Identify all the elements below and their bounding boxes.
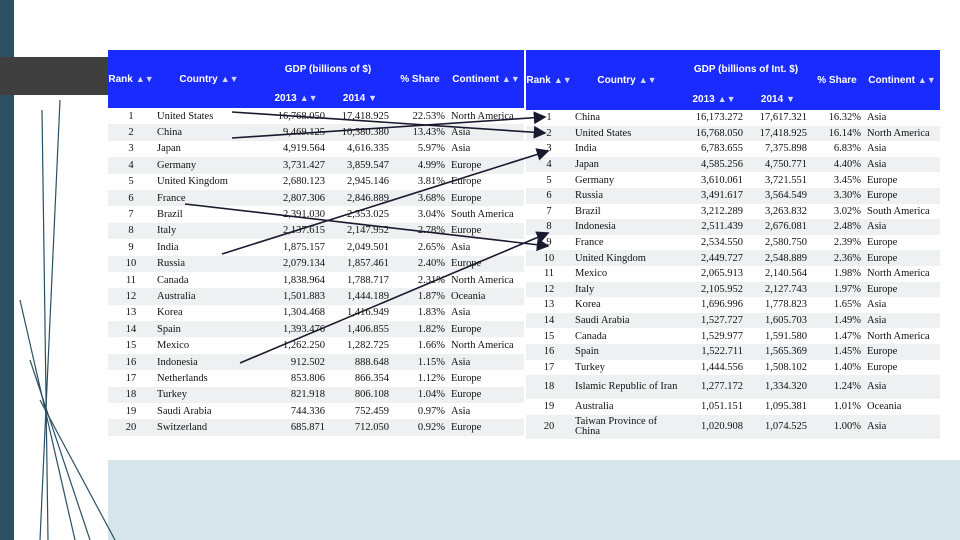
rank-cell: 19 bbox=[125, 405, 137, 417]
gdp-2013-cell: 3,212.289 bbox=[701, 205, 743, 217]
table-row bbox=[108, 174, 524, 190]
share-cell: 3.30% bbox=[810, 188, 864, 204]
rank-cell: 18 bbox=[526, 375, 572, 399]
gdp-2014-cell: 4,616.335 bbox=[347, 143, 389, 155]
country-cell: United States bbox=[572, 126, 682, 142]
header-gdp: GDP (billions of Int. $) bbox=[682, 50, 810, 88]
rank-cell: 7 bbox=[546, 205, 552, 217]
country-cell: Germany bbox=[575, 174, 615, 186]
share-cell: 16.32% bbox=[828, 112, 861, 124]
country-cell: Canada bbox=[575, 330, 607, 342]
gdp-2014-cell: 1,788.717 bbox=[347, 274, 389, 286]
continent-cell: Europe bbox=[448, 223, 524, 239]
rank-cell: 15 bbox=[125, 340, 137, 352]
continent-cell: South America bbox=[867, 205, 930, 217]
country-cell: Korea bbox=[575, 299, 601, 311]
gdp-2014-cell: 10,380.380 bbox=[328, 124, 392, 140]
rank-cell: 20 bbox=[108, 419, 154, 435]
gdp-2014-cell: 4,750.771 bbox=[746, 157, 810, 173]
table-row bbox=[108, 272, 524, 288]
gdp-2013-cell: 2,105.952 bbox=[682, 282, 746, 298]
share-cell: 3.45% bbox=[833, 174, 861, 186]
country-cell: Korea bbox=[157, 307, 183, 319]
table-row bbox=[108, 288, 524, 304]
country-cell: Germany bbox=[154, 157, 264, 173]
gdp-2014-cell: 2,676.081 bbox=[746, 219, 810, 235]
continent-cell: Asia bbox=[867, 143, 887, 155]
rank-cell: 2 bbox=[108, 124, 154, 140]
gdp-2014-cell: 712.050 bbox=[328, 419, 392, 435]
country-cell: France bbox=[154, 190, 264, 206]
share-cell: 4.99% bbox=[392, 157, 448, 173]
table-row bbox=[108, 190, 524, 206]
table-row bbox=[526, 188, 940, 204]
country-cell: France bbox=[575, 237, 604, 249]
table-row bbox=[526, 415, 940, 439]
rank-cell: 14 bbox=[526, 313, 572, 329]
gdp-2014-cell: 1,406.855 bbox=[328, 321, 392, 337]
country-cell: Brazil bbox=[575, 205, 601, 217]
country-cell: Netherlands bbox=[157, 372, 208, 384]
table-row bbox=[108, 419, 524, 435]
country-cell: Islamic Republic of Iran bbox=[572, 375, 682, 399]
continent-cell: Europe bbox=[864, 282, 940, 298]
country-cell: Spain bbox=[572, 344, 682, 360]
continent-cell: Europe bbox=[451, 372, 482, 384]
table-row bbox=[526, 250, 940, 266]
header-year-2014[interactable]: 2014 ▼ bbox=[328, 88, 392, 108]
continent-cell: North America bbox=[451, 110, 514, 122]
share-cell: 2.65% bbox=[417, 241, 445, 253]
share-cell: 2.31% bbox=[417, 274, 445, 286]
gdp-2014-cell: 17,418.925 bbox=[341, 110, 389, 122]
header-continent[interactable]: Continent ▲▼ bbox=[864, 50, 940, 110]
share-cell: 1.45% bbox=[810, 344, 864, 360]
continent-cell: Oceania bbox=[448, 288, 524, 304]
gdp-2013-cell: 1,838.964 bbox=[283, 274, 325, 286]
country-cell: Indonesia bbox=[154, 354, 264, 370]
table-row bbox=[526, 375, 940, 399]
table-row bbox=[108, 354, 524, 370]
gdp-2013-cell: 1,527.727 bbox=[682, 313, 746, 329]
country-cell: Mexico bbox=[575, 268, 608, 280]
rank-cell: 15 bbox=[543, 330, 555, 342]
gdp-2014-cell: 1,074.525 bbox=[746, 415, 810, 439]
continent-cell: Asia bbox=[864, 415, 940, 439]
country-cell: Taiwan Province of China bbox=[572, 415, 682, 439]
rank-cell: 17 bbox=[125, 372, 137, 384]
gdp-2014-cell: 3,721.551 bbox=[765, 174, 807, 186]
gdp-2013-cell: 1,277.172 bbox=[682, 375, 746, 399]
country-cell: Indonesia bbox=[572, 219, 682, 235]
gdp-2013-cell: 2,680.123 bbox=[283, 176, 325, 188]
table-row bbox=[526, 110, 940, 126]
share-cell: 1.97% bbox=[810, 282, 864, 298]
rank-cell: 11 bbox=[125, 274, 137, 286]
continent-cell: Europe bbox=[448, 157, 524, 173]
share-cell: 22.53% bbox=[412, 110, 445, 122]
share-cell: 1.00% bbox=[810, 415, 864, 439]
gdp-2013-cell: 821.918 bbox=[264, 387, 328, 403]
gdp-2013-cell: 685.871 bbox=[264, 419, 328, 435]
gdp-2013-cell: 744.336 bbox=[290, 405, 325, 417]
continent-cell: Europe bbox=[448, 190, 524, 206]
share-cell: 1.98% bbox=[833, 268, 861, 280]
continent-cell: Asia bbox=[867, 299, 887, 311]
country-cell: Italy bbox=[572, 282, 682, 298]
gdp-2013-cell: 1,529.977 bbox=[701, 330, 743, 342]
header-year-2013[interactable]: 2013 ▲▼ bbox=[682, 88, 746, 110]
gdp-2013-cell: 1,522.711 bbox=[682, 344, 746, 360]
share-cell: 3.68% bbox=[392, 190, 448, 206]
continent-cell: Europe bbox=[864, 250, 940, 266]
continent-cell: North America bbox=[867, 330, 930, 342]
share-cell: 1.47% bbox=[833, 330, 861, 342]
rank-cell: 1 bbox=[546, 112, 552, 124]
table-row bbox=[526, 204, 940, 220]
country-cell: China bbox=[154, 124, 264, 140]
continent-cell: South America bbox=[451, 209, 514, 221]
continent-cell: Asia bbox=[451, 241, 471, 253]
gdp-2014-cell: 2,147.952 bbox=[328, 223, 392, 239]
gdp-2014-cell: 1,095.381 bbox=[765, 401, 807, 413]
continent-cell: Europe bbox=[867, 361, 898, 373]
continent-cell: Europe bbox=[448, 387, 524, 403]
gdp-2013-cell: 3,610.061 bbox=[701, 174, 743, 186]
gdp-2013-cell: 4,585.256 bbox=[682, 157, 746, 173]
share-cell: 4.40% bbox=[810, 157, 864, 173]
rank-cell: 3 bbox=[128, 143, 134, 155]
header-share[interactable]: % Share bbox=[810, 50, 864, 110]
gdp-2013-cell: 1,051.151 bbox=[701, 401, 743, 413]
share-cell: 6.83% bbox=[833, 143, 861, 155]
country-cell: Saudi Arabia bbox=[572, 313, 682, 329]
table-row bbox=[526, 126, 940, 142]
gdp-2014-cell: 3,564.549 bbox=[746, 188, 810, 204]
share-cell: 3.02% bbox=[833, 205, 861, 217]
country-cell: Turkey bbox=[575, 361, 605, 373]
share-cell: 2.40% bbox=[392, 256, 448, 272]
header-gdp: GDP (billions of $) bbox=[264, 50, 392, 88]
table-row bbox=[108, 305, 524, 321]
table-row bbox=[108, 141, 524, 157]
gdp-2013-cell: 2,449.727 bbox=[682, 250, 746, 266]
gdp-2014-cell: 2,846.889 bbox=[328, 190, 392, 206]
gdp-2013-cell: 1,501.883 bbox=[264, 288, 328, 304]
country-cell: Russia bbox=[154, 256, 264, 272]
rank-cell: 4 bbox=[526, 157, 572, 173]
gdp-2014-cell: 7,375.898 bbox=[765, 143, 807, 155]
table-row bbox=[526, 141, 940, 157]
gdp-table-nominal bbox=[108, 50, 524, 436]
table-row bbox=[526, 399, 940, 415]
share-cell: 3.81% bbox=[417, 176, 445, 188]
rank-cell: 4 bbox=[108, 157, 154, 173]
gdp-2013-cell: 4,919.564 bbox=[283, 143, 325, 155]
continent-cell: Asia bbox=[451, 405, 471, 417]
rank-cell: 6 bbox=[108, 190, 154, 206]
gdp-table-ppp bbox=[526, 50, 940, 439]
gdp-2014-cell: 2,353.025 bbox=[347, 209, 389, 221]
share-cell: 1.49% bbox=[810, 313, 864, 329]
rank-cell: 6 bbox=[526, 188, 572, 204]
share-cell: 13.43% bbox=[392, 124, 448, 140]
country-cell: Australia bbox=[575, 401, 614, 413]
rank-cell: 18 bbox=[108, 387, 154, 403]
rank-cell: 10 bbox=[108, 256, 154, 272]
rank-cell: 9 bbox=[546, 237, 552, 249]
table-row bbox=[526, 297, 940, 313]
share-cell: 1.82% bbox=[392, 321, 448, 337]
country-cell: Japan bbox=[157, 143, 181, 155]
continent-cell: North America bbox=[867, 268, 930, 280]
gdp-2014-cell: 2,127.743 bbox=[746, 282, 810, 298]
gdp-2014-cell: 866.354 bbox=[354, 372, 389, 384]
continent-cell: Asia bbox=[448, 124, 524, 140]
header-country[interactable]: Country ▲▼ bbox=[154, 50, 264, 108]
country-cell: China bbox=[575, 112, 601, 124]
continent-cell: Asia bbox=[448, 354, 524, 370]
table-row bbox=[526, 157, 940, 173]
gdp-2013-cell: 6,783.655 bbox=[701, 143, 743, 155]
rank-cell: 1 bbox=[128, 110, 134, 122]
gdp-2013-cell: 2,065.913 bbox=[701, 268, 743, 280]
table-row bbox=[108, 256, 524, 272]
continent-cell: Europe bbox=[867, 174, 898, 186]
table-row bbox=[108, 206, 524, 222]
rank-cell: 3 bbox=[546, 143, 552, 155]
continent-cell: Oceania bbox=[867, 401, 902, 413]
continent-cell: Europe bbox=[448, 321, 524, 337]
country-cell: Spain bbox=[154, 321, 264, 337]
continent-cell: Asia bbox=[451, 307, 471, 319]
table-row bbox=[108, 108, 524, 124]
continent-cell: Europe bbox=[448, 256, 524, 272]
table-row bbox=[526, 360, 940, 376]
gdp-2014-cell: 1,778.823 bbox=[765, 299, 807, 311]
rank-cell: 2 bbox=[526, 126, 572, 142]
country-cell: Japan bbox=[572, 157, 682, 173]
table-row bbox=[526, 235, 940, 251]
gdp-2014-cell: 2,945.146 bbox=[347, 176, 389, 188]
header-rank[interactable]: Rank ▲▼ bbox=[526, 50, 572, 110]
header-share[interactable]: % Share bbox=[392, 50, 448, 108]
gdp-2013-cell: 1,696.996 bbox=[701, 299, 743, 311]
share-cell: 1.83% bbox=[417, 307, 445, 319]
table-row bbox=[526, 313, 940, 329]
gdp-2014-cell: 806.108 bbox=[328, 387, 392, 403]
rank-cell: 19 bbox=[543, 401, 555, 413]
gdp-2014-cell: 17,418.925 bbox=[746, 126, 810, 142]
share-cell: 0.92% bbox=[392, 419, 448, 435]
header-country[interactable]: Country ▲▼ bbox=[572, 50, 682, 110]
gdp-2014-cell: 2,049.501 bbox=[347, 241, 389, 253]
gdp-2014-cell: 1,605.703 bbox=[746, 313, 810, 329]
share-cell: 0.97% bbox=[417, 405, 445, 417]
share-cell: 2.39% bbox=[833, 237, 861, 249]
country-cell: Russia bbox=[572, 188, 682, 204]
continent-cell: Asia bbox=[864, 219, 940, 235]
gdp-2013-cell: 2,079.134 bbox=[264, 256, 328, 272]
country-cell: Switzerland bbox=[154, 419, 264, 435]
rank-cell: 11 bbox=[543, 268, 555, 280]
gdp-2013-cell: 16,173.272 bbox=[695, 112, 743, 124]
gdp-2013-cell: 1,875.157 bbox=[283, 241, 325, 253]
share-cell: 16.14% bbox=[810, 126, 864, 142]
share-cell: 5.97% bbox=[417, 143, 445, 155]
country-cell: Australia bbox=[154, 288, 264, 304]
table-row bbox=[108, 370, 524, 386]
country-cell: Saudi Arabia bbox=[157, 405, 212, 417]
share-cell: 1.04% bbox=[392, 387, 448, 403]
gdp-2013-cell: 2,807.306 bbox=[264, 190, 328, 206]
continent-cell: North America bbox=[451, 340, 514, 352]
gdp-2013-cell: 1,393.476 bbox=[264, 321, 328, 337]
gdp-2014-cell: 17,617.321 bbox=[759, 112, 807, 124]
rank-cell: 13 bbox=[125, 307, 137, 319]
table-row bbox=[526, 172, 940, 188]
table-row bbox=[526, 344, 940, 360]
table-row bbox=[526, 219, 940, 235]
gdp-2014-cell: 2,140.564 bbox=[765, 268, 807, 280]
continent-cell: Europe bbox=[867, 237, 898, 249]
gdp-2013-cell: 2,534.550 bbox=[701, 237, 743, 249]
country-cell: United States bbox=[157, 110, 214, 122]
country-cell: India bbox=[157, 241, 179, 253]
rank-cell: 8 bbox=[526, 219, 572, 235]
country-cell: Italy bbox=[154, 223, 264, 239]
gdp-2013-cell: 9,469.125 bbox=[264, 124, 328, 140]
continent-cell: North America bbox=[864, 126, 940, 142]
gdp-2013-cell: 2,511.439 bbox=[682, 219, 746, 235]
rank-cell: 20 bbox=[526, 415, 572, 439]
gdp-2014-cell: 1,444.189 bbox=[328, 288, 392, 304]
continent-cell: Europe bbox=[864, 344, 940, 360]
share-cell: 1.40% bbox=[833, 361, 861, 373]
share-cell: 1.87% bbox=[392, 288, 448, 304]
table-row bbox=[108, 387, 524, 403]
rank-cell: 8 bbox=[108, 223, 154, 239]
rank-cell: 12 bbox=[108, 288, 154, 304]
rank-cell: 14 bbox=[108, 321, 154, 337]
gdp-2014-cell: 1,334.320 bbox=[746, 375, 810, 399]
share-cell: 1.01% bbox=[833, 401, 861, 413]
rank-cell: 12 bbox=[526, 282, 572, 298]
country-cell: Turkey bbox=[154, 387, 264, 403]
gdp-2014-cell: 1,591.580 bbox=[765, 330, 807, 342]
gdp-2013-cell: 2,137.615 bbox=[264, 223, 328, 239]
gdp-2014-cell: 3,859.547 bbox=[328, 157, 392, 173]
country-cell: Mexico bbox=[157, 340, 190, 352]
gdp-2013-cell: 1,020.908 bbox=[682, 415, 746, 439]
table-row bbox=[108, 239, 524, 255]
gdp-2013-cell: 16,768.050 bbox=[682, 126, 746, 142]
gdp-2014-cell: 888.648 bbox=[328, 354, 392, 370]
share-cell: 1.24% bbox=[810, 375, 864, 399]
table-row bbox=[526, 328, 940, 344]
gdp-2014-cell: 1,565.369 bbox=[746, 344, 810, 360]
gdp-2013-cell: 853.806 bbox=[290, 372, 325, 384]
gdp-2013-cell: 912.502 bbox=[264, 354, 328, 370]
title-placeholder-box bbox=[0, 57, 108, 95]
rank-cell: 7 bbox=[128, 209, 134, 221]
gdp-2013-cell: 2,391.030 bbox=[283, 209, 325, 221]
gdp-2013-cell: 3,491.617 bbox=[682, 188, 746, 204]
header-rank[interactable]: Rank ▲▼ bbox=[108, 50, 154, 108]
continent-cell: Europe bbox=[448, 419, 524, 435]
gdp-2014-cell: 2,580.750 bbox=[765, 237, 807, 249]
table-row bbox=[526, 266, 940, 282]
share-cell: 1.66% bbox=[417, 340, 445, 352]
header-year-2013[interactable]: 2013 ▲▼ bbox=[264, 88, 328, 108]
share-cell: 1.65% bbox=[833, 299, 861, 311]
country-cell: United Kingdom bbox=[157, 176, 228, 188]
table-row bbox=[108, 403, 524, 419]
continent-cell: Europe bbox=[451, 176, 482, 188]
country-cell: Brazil bbox=[157, 209, 183, 221]
share-cell: 1.12% bbox=[417, 372, 445, 384]
share-cell: 2.36% bbox=[810, 250, 864, 266]
gdp-2014-cell: 2,548.889 bbox=[746, 250, 810, 266]
table-row bbox=[526, 282, 940, 298]
share-cell: 1.15% bbox=[392, 354, 448, 370]
rank-cell: 5 bbox=[546, 174, 552, 186]
gdp-2014-cell: 1,416.949 bbox=[347, 307, 389, 319]
share-cell: 3.04% bbox=[417, 209, 445, 221]
continent-cell: Asia bbox=[864, 375, 940, 399]
rank-cell: 9 bbox=[128, 241, 134, 253]
country-cell: India bbox=[575, 143, 597, 155]
gdp-2014-cell: 3,263.832 bbox=[765, 205, 807, 217]
gdp-2013-cell: 1,304.468 bbox=[283, 307, 325, 319]
table-row bbox=[108, 337, 524, 353]
share-cell: 2.78% bbox=[392, 223, 448, 239]
rank-cell: 10 bbox=[526, 250, 572, 266]
gdp-2014-cell: 1,282.725 bbox=[347, 340, 389, 352]
gdp-2013-cell: 16,768.050 bbox=[277, 110, 325, 122]
gdp-2014-cell: 1,508.102 bbox=[765, 361, 807, 373]
share-cell: 2.48% bbox=[810, 219, 864, 235]
rank-cell: 13 bbox=[543, 299, 555, 311]
country-cell: Canada bbox=[157, 274, 189, 286]
continent-cell: Asia bbox=[867, 112, 887, 124]
table-row bbox=[108, 223, 524, 239]
table-row bbox=[108, 321, 524, 337]
header-continent[interactable]: Continent ▲▼ bbox=[448, 50, 524, 108]
country-cell: United Kingdom bbox=[572, 250, 682, 266]
rank-cell: 16 bbox=[108, 354, 154, 370]
rank-cell: 17 bbox=[543, 361, 555, 373]
continent-cell: Europe bbox=[864, 188, 940, 204]
gdp-2014-cell: 1,857.461 bbox=[328, 256, 392, 272]
gdp-2013-cell: 3,731.427 bbox=[264, 157, 328, 173]
table-row bbox=[108, 124, 524, 140]
gdp-2013-cell: 1,444.556 bbox=[701, 361, 743, 373]
continent-cell: North America bbox=[451, 274, 514, 286]
continent-cell: Asia bbox=[864, 157, 940, 173]
header-year-2014[interactable]: 2014 ▼ bbox=[746, 88, 810, 110]
continent-cell: Asia bbox=[451, 143, 471, 155]
continent-cell: Asia bbox=[864, 313, 940, 329]
table-row bbox=[108, 157, 524, 173]
gdp-2013-cell: 1,262.250 bbox=[283, 340, 325, 352]
gdp-2014-cell: 752.459 bbox=[354, 405, 389, 417]
rank-cell: 16 bbox=[526, 344, 572, 360]
rank-cell: 5 bbox=[128, 176, 134, 188]
